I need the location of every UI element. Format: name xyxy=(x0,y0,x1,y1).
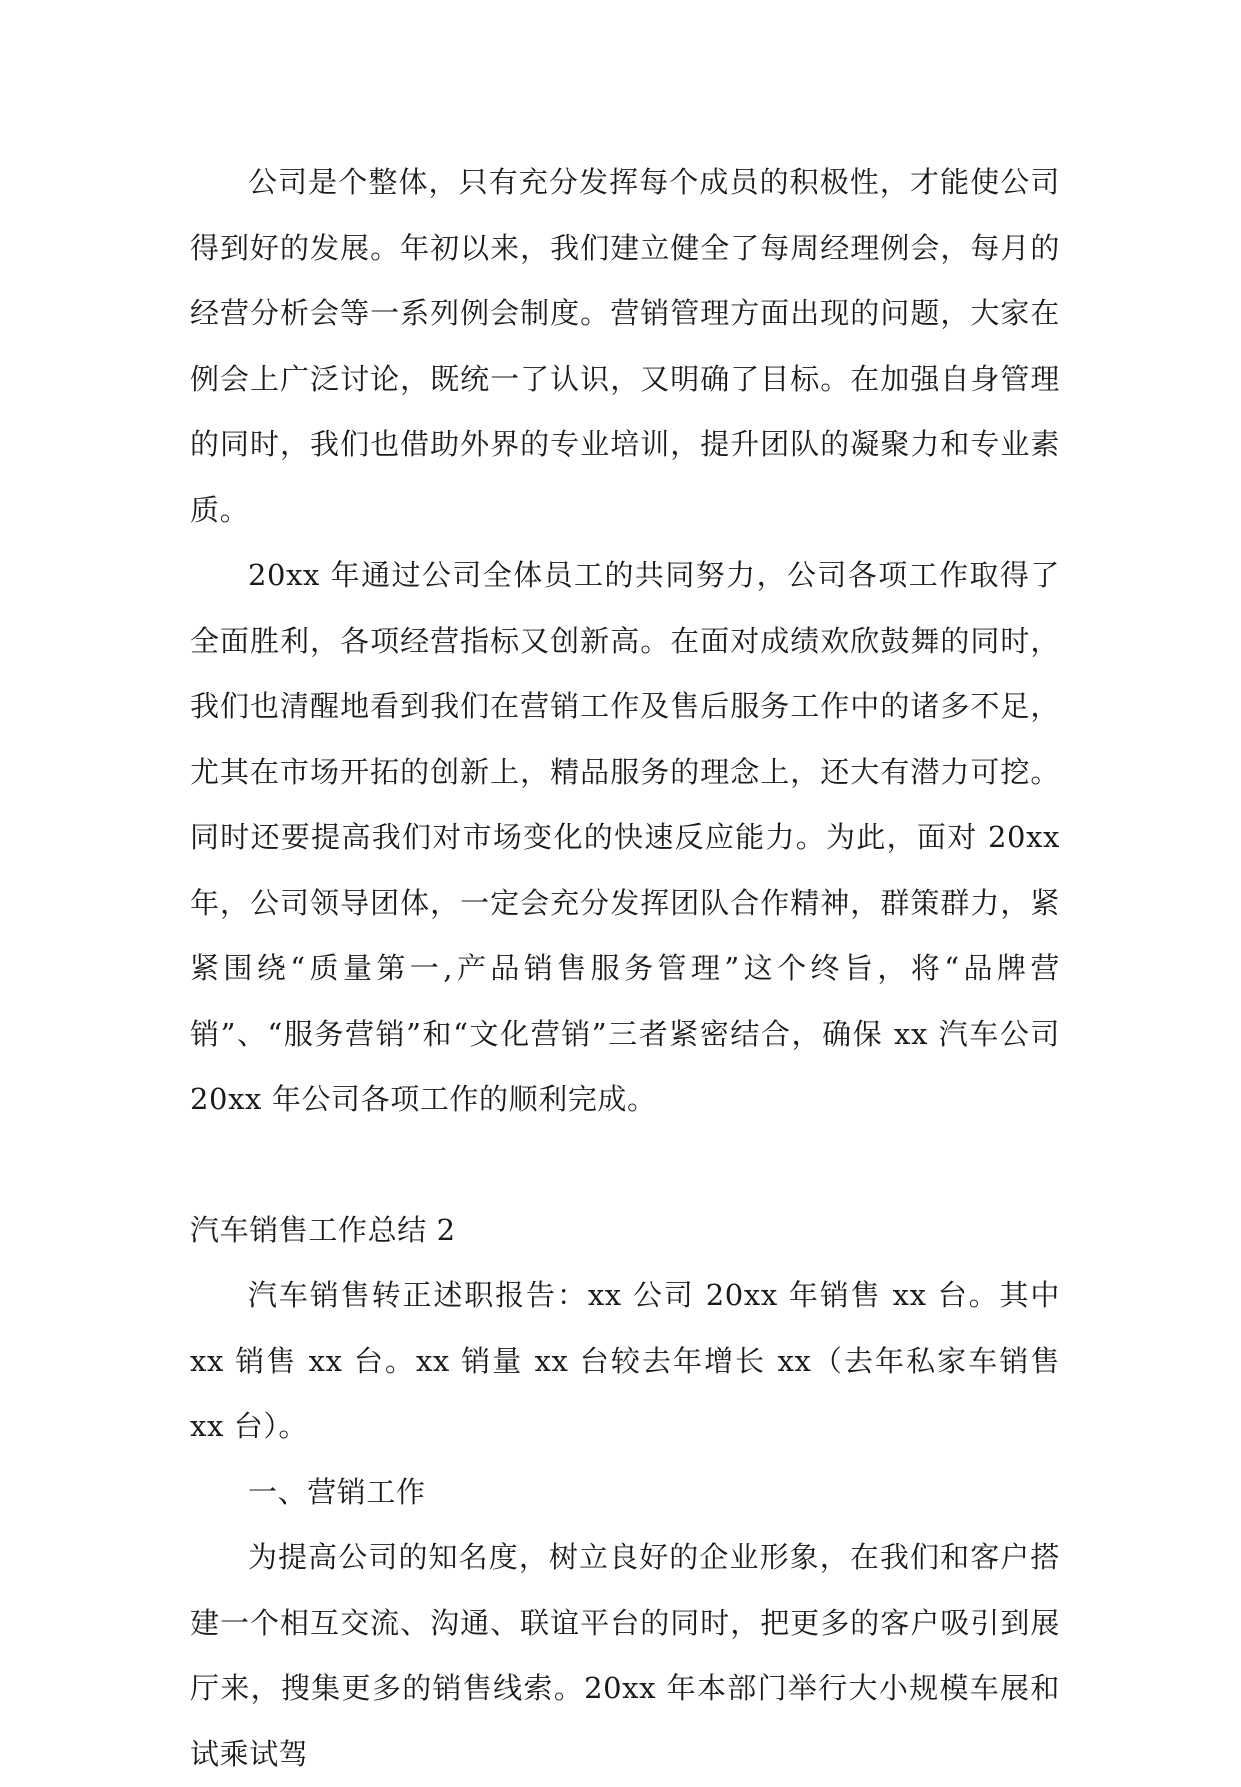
section-spacer xyxy=(190,1133,1060,1198)
subheading-marketing-work: 一、营销工作 xyxy=(248,1474,426,1509)
paragraph-team-management: 公司是个整体，只有充分发挥每个成员的积极性，才能使公司得到好的发展。年初以来，我们建立健全了每周经理例会，每月的经营分析会等一系列例会制度。营销管理方面出现的问题，大家在例会上广泛讨论，既统一了认识，又明确了目标。在加强自身管理的同时，我们也借助外界的专业培训，提升团队的凝聚力和专业素质。 xyxy=(190,165,1060,527)
paragraph-marketing-detail: 为提高公司的知名度，树立良好的企业形象，在我们和客户搭建一个相互交流、沟通、联谊平台的同时，把更多的客户吸引到展厅来，搜集更多的销售线索。20xx 年本部门举行大小规模车展和试乘试驾 xyxy=(190,1540,1060,1771)
paragraph-sales-report: 汽车销售转正述职报告：xx 公司 20xx 年销售 xx 台。其中 xx 销售 xx 台。xx 销量 xx 台较去年增长 xx（去年私家车销售 xx 台）。 xyxy=(190,1278,1060,1443)
section-title: 汽车销售工作总结 2 xyxy=(190,1212,456,1247)
paragraph-annual-results: 20xx 年通过公司全体员工的共同努力，公司各项工作取得了全面胜利，各项经营指标又创新高。在面对成绩欢欣鼓舞的同时，我们也清醒地看到我们在营销工作及售后服务工作中的诸多不足，尤其在市场开拓的创新上，精品服务的理念上，还大有潜力可挖。同时还要提高我们对市场变化的快速反应能力。为此，面对 20xx 年，公司领导团体，一定会充分发挥团队合作精神，群策群力，紧紧围绕“质量第一,产品销售服务管理”这个终旨，将“品牌营销”、“服务营销”和“文化营销”三者紧密结合，确保 xx 汽车公司 20xx 年公司各项工作的顺利完成。 xyxy=(190,558,1060,1116)
document-body xyxy=(190,150,1060,1787)
